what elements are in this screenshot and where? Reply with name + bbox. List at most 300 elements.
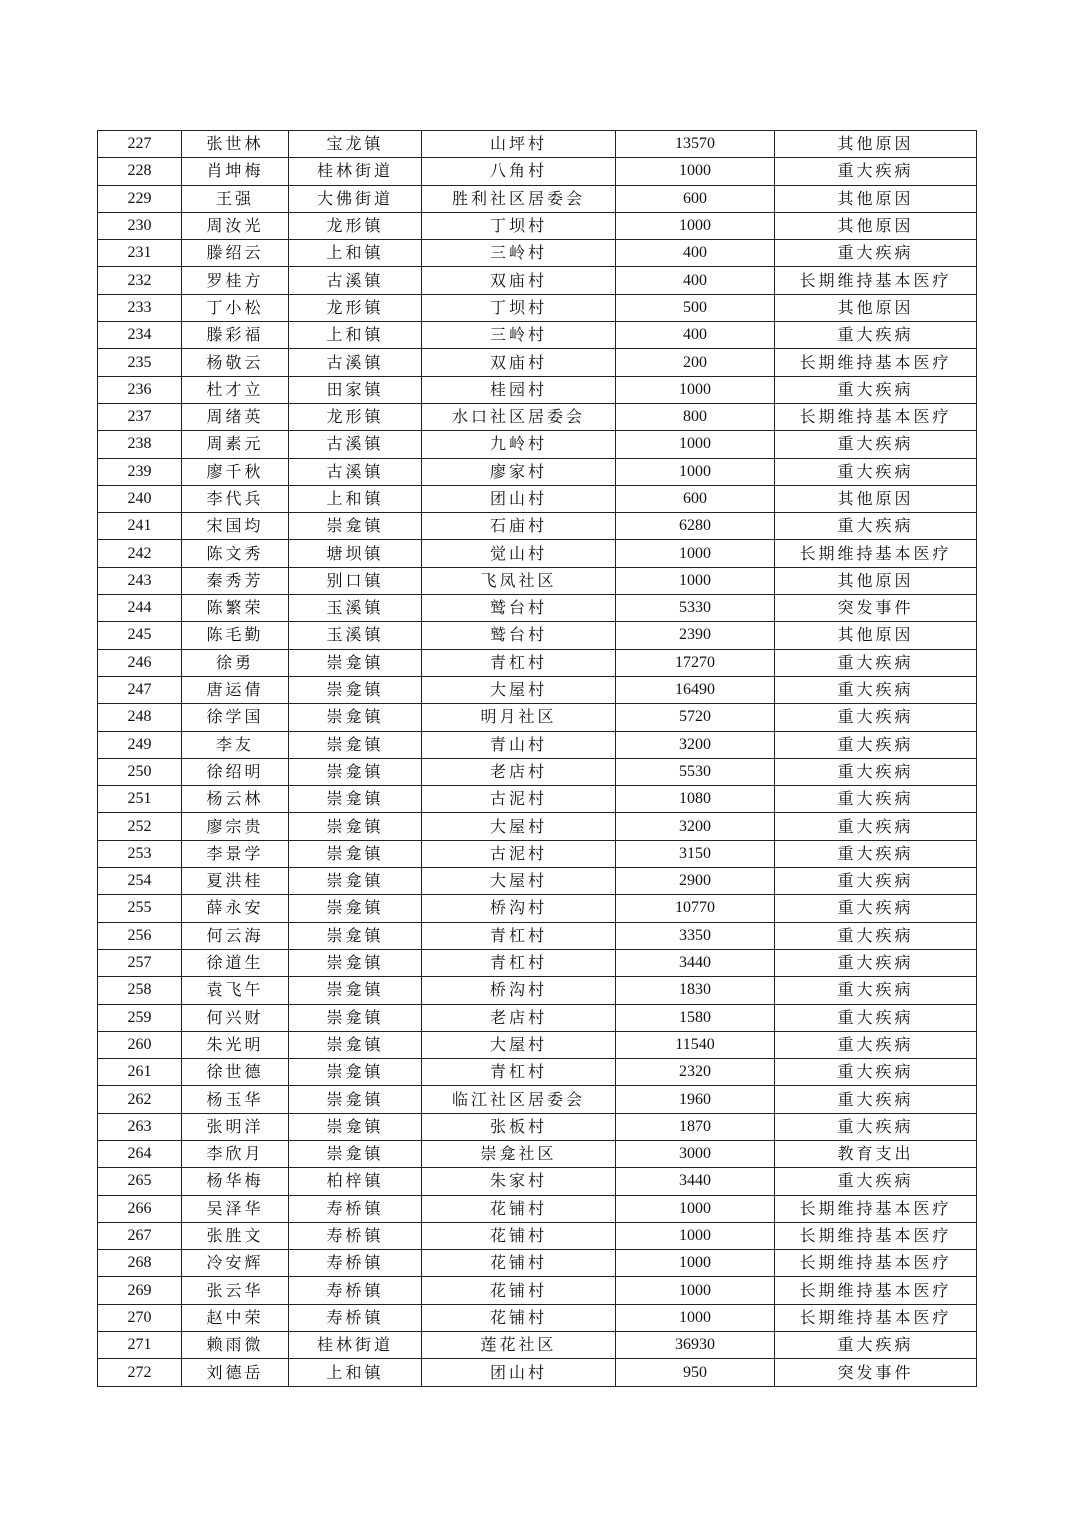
aid-amount: 1000 bbox=[616, 158, 775, 185]
row-number: 246 bbox=[98, 649, 182, 676]
aid-reason: 其他原因 bbox=[775, 622, 977, 649]
assistance-roster-table bbox=[97, 130, 977, 1387]
aid-reason: 其他原因 bbox=[775, 485, 977, 512]
aid-reason: 长期维持基本医疗 bbox=[775, 1250, 977, 1277]
table-row bbox=[98, 1332, 977, 1359]
person-name: 杨云林 bbox=[182, 786, 289, 813]
village-name: 青杠村 bbox=[422, 922, 616, 949]
row-number: 269 bbox=[98, 1277, 182, 1304]
town-name: 崇龛镇 bbox=[289, 977, 422, 1004]
town-name: 上和镇 bbox=[289, 485, 422, 512]
person-name: 肖坤梅 bbox=[182, 158, 289, 185]
town-name: 塘坝镇 bbox=[289, 540, 422, 567]
aid-reason: 重大疾病 bbox=[775, 1059, 977, 1086]
table-row bbox=[98, 431, 977, 458]
aid-reason: 长期维持基本医疗 bbox=[775, 1304, 977, 1331]
row-number: 227 bbox=[98, 131, 182, 158]
row-number: 250 bbox=[98, 758, 182, 785]
row-number: 256 bbox=[98, 922, 182, 949]
aid-reason: 其他原因 bbox=[775, 567, 977, 594]
village-name: 朱家村 bbox=[422, 1168, 616, 1195]
person-name: 徐世德 bbox=[182, 1059, 289, 1086]
town-name: 崇龛镇 bbox=[289, 949, 422, 976]
row-number: 272 bbox=[98, 1359, 182, 1386]
town-name: 崇龛镇 bbox=[289, 1031, 422, 1058]
village-name: 八角村 bbox=[422, 158, 616, 185]
town-name: 寿桥镇 bbox=[289, 1222, 422, 1249]
town-name: 大佛街道 bbox=[289, 185, 422, 212]
aid-amount: 1830 bbox=[616, 977, 775, 1004]
village-name: 大屋村 bbox=[422, 1031, 616, 1058]
row-number: 257 bbox=[98, 949, 182, 976]
village-name: 鹫台村 bbox=[422, 595, 616, 622]
village-name: 青杠村 bbox=[422, 649, 616, 676]
table-row bbox=[98, 403, 977, 430]
table-row bbox=[98, 595, 977, 622]
aid-reason: 重大疾病 bbox=[775, 840, 977, 867]
aid-reason: 其他原因 bbox=[775, 294, 977, 321]
aid-reason: 突发事件 bbox=[775, 595, 977, 622]
aid-amount: 1000 bbox=[616, 212, 775, 239]
town-name: 上和镇 bbox=[289, 240, 422, 267]
row-number: 261 bbox=[98, 1059, 182, 1086]
aid-reason: 重大疾病 bbox=[775, 895, 977, 922]
aid-reason: 教育支出 bbox=[775, 1140, 977, 1167]
row-number: 268 bbox=[98, 1250, 182, 1277]
person-name: 何兴财 bbox=[182, 1004, 289, 1031]
aid-reason: 重大疾病 bbox=[775, 704, 977, 731]
table-row bbox=[98, 786, 977, 813]
table-row bbox=[98, 949, 977, 976]
row-number: 249 bbox=[98, 731, 182, 758]
town-name: 龙形镇 bbox=[289, 403, 422, 430]
person-name: 杨敬云 bbox=[182, 349, 289, 376]
village-name: 石庙村 bbox=[422, 513, 616, 540]
table-row bbox=[98, 1195, 977, 1222]
table-row bbox=[98, 1304, 977, 1331]
aid-amount: 1960 bbox=[616, 1086, 775, 1113]
aid-amount: 1000 bbox=[616, 567, 775, 594]
table-row bbox=[98, 676, 977, 703]
row-number: 266 bbox=[98, 1195, 182, 1222]
village-name: 三岭村 bbox=[422, 322, 616, 349]
person-name: 杨玉华 bbox=[182, 1086, 289, 1113]
town-name: 崇龛镇 bbox=[289, 922, 422, 949]
table-row bbox=[98, 1004, 977, 1031]
village-name: 花铺村 bbox=[422, 1250, 616, 1277]
village-name: 莲花社区 bbox=[422, 1332, 616, 1359]
table-row bbox=[98, 131, 977, 158]
town-name: 崇龛镇 bbox=[289, 868, 422, 895]
roster-body bbox=[98, 131, 977, 1387]
row-number: 231 bbox=[98, 240, 182, 267]
town-name: 崇龛镇 bbox=[289, 813, 422, 840]
aid-reason: 重大疾病 bbox=[775, 1031, 977, 1058]
aid-reason: 长期维持基本医疗 bbox=[775, 540, 977, 567]
town-name: 崇龛镇 bbox=[289, 786, 422, 813]
village-name: 明月社区 bbox=[422, 704, 616, 731]
aid-reason: 重大疾病 bbox=[775, 676, 977, 703]
aid-reason: 重大疾病 bbox=[775, 1332, 977, 1359]
village-name: 崇龛社区 bbox=[422, 1140, 616, 1167]
table-row bbox=[98, 540, 977, 567]
village-name: 古泥村 bbox=[422, 840, 616, 867]
aid-reason: 长期维持基本医疗 bbox=[775, 267, 977, 294]
aid-amount: 11540 bbox=[616, 1031, 775, 1058]
person-name: 张云华 bbox=[182, 1277, 289, 1304]
town-name: 上和镇 bbox=[289, 322, 422, 349]
table-row bbox=[98, 1113, 977, 1140]
village-name: 团山村 bbox=[422, 485, 616, 512]
aid-reason: 重大疾病 bbox=[775, 240, 977, 267]
aid-reason: 重大疾病 bbox=[775, 1113, 977, 1140]
person-name: 张世林 bbox=[182, 131, 289, 158]
aid-amount: 1000 bbox=[616, 1304, 775, 1331]
table-row bbox=[98, 1168, 977, 1195]
town-name: 崇龛镇 bbox=[289, 1059, 422, 1086]
aid-amount: 200 bbox=[616, 349, 775, 376]
row-number: 254 bbox=[98, 868, 182, 895]
table-row bbox=[98, 376, 977, 403]
table-row bbox=[98, 185, 977, 212]
table-row bbox=[98, 1250, 977, 1277]
row-number: 262 bbox=[98, 1086, 182, 1113]
town-name: 宝龙镇 bbox=[289, 131, 422, 158]
row-number: 251 bbox=[98, 786, 182, 813]
town-name: 崇龛镇 bbox=[289, 649, 422, 676]
aid-amount: 400 bbox=[616, 267, 775, 294]
aid-amount: 600 bbox=[616, 485, 775, 512]
town-name: 龙形镇 bbox=[289, 294, 422, 321]
table-row bbox=[98, 158, 977, 185]
person-name: 李欣月 bbox=[182, 1140, 289, 1167]
person-name: 罗桂方 bbox=[182, 267, 289, 294]
aid-amount: 1080 bbox=[616, 786, 775, 813]
town-name: 古溪镇 bbox=[289, 267, 422, 294]
village-name: 桥沟村 bbox=[422, 895, 616, 922]
aid-reason: 其他原因 bbox=[775, 185, 977, 212]
aid-reason: 重大疾病 bbox=[775, 1004, 977, 1031]
aid-reason: 突发事件 bbox=[775, 1359, 977, 1386]
village-name: 山坪村 bbox=[422, 131, 616, 158]
aid-amount: 1000 bbox=[616, 1250, 775, 1277]
table-row bbox=[98, 868, 977, 895]
row-number: 247 bbox=[98, 676, 182, 703]
aid-reason: 重大疾病 bbox=[775, 1086, 977, 1113]
aid-reason: 其他原因 bbox=[775, 212, 977, 239]
aid-amount: 2390 bbox=[616, 622, 775, 649]
row-number: 245 bbox=[98, 622, 182, 649]
person-name: 李代兵 bbox=[182, 485, 289, 512]
aid-reason: 重大疾病 bbox=[775, 322, 977, 349]
aid-reason: 重大疾病 bbox=[775, 868, 977, 895]
aid-reason: 重大疾病 bbox=[775, 376, 977, 403]
town-name: 玉溪镇 bbox=[289, 595, 422, 622]
aid-amount: 13570 bbox=[616, 131, 775, 158]
table-row bbox=[98, 1277, 977, 1304]
village-name: 觉山村 bbox=[422, 540, 616, 567]
village-name: 古泥村 bbox=[422, 786, 616, 813]
aid-reason: 重大疾病 bbox=[775, 786, 977, 813]
aid-amount: 2320 bbox=[616, 1059, 775, 1086]
town-name: 上和镇 bbox=[289, 1359, 422, 1386]
row-number: 270 bbox=[98, 1304, 182, 1331]
aid-reason: 长期维持基本医疗 bbox=[775, 1277, 977, 1304]
town-name: 寿桥镇 bbox=[289, 1304, 422, 1331]
village-name: 青杠村 bbox=[422, 1059, 616, 1086]
person-name: 徐勇 bbox=[182, 649, 289, 676]
aid-reason: 重大疾病 bbox=[775, 813, 977, 840]
table-row bbox=[98, 1086, 977, 1113]
person-name: 廖千秋 bbox=[182, 458, 289, 485]
aid-reason: 重大疾病 bbox=[775, 1168, 977, 1195]
row-number: 230 bbox=[98, 212, 182, 239]
table-row bbox=[98, 895, 977, 922]
person-name: 赖雨微 bbox=[182, 1332, 289, 1359]
village-name: 大屋村 bbox=[422, 868, 616, 895]
person-name: 廖宗贵 bbox=[182, 813, 289, 840]
row-number: 264 bbox=[98, 1140, 182, 1167]
village-name: 飞凤社区 bbox=[422, 567, 616, 594]
aid-reason: 长期维持基本医疗 bbox=[775, 1222, 977, 1249]
aid-reason: 重大疾病 bbox=[775, 649, 977, 676]
town-name: 崇龛镇 bbox=[289, 895, 422, 922]
aid-amount: 3150 bbox=[616, 840, 775, 867]
aid-reason: 长期维持基本医疗 bbox=[775, 403, 977, 430]
aid-reason: 重大疾病 bbox=[775, 949, 977, 976]
aid-reason: 重大疾病 bbox=[775, 513, 977, 540]
person-name: 张明洋 bbox=[182, 1113, 289, 1140]
town-name: 别口镇 bbox=[289, 567, 422, 594]
aid-reason: 重大疾病 bbox=[775, 922, 977, 949]
table-row bbox=[98, 485, 977, 512]
row-number: 235 bbox=[98, 349, 182, 376]
town-name: 柏梓镇 bbox=[289, 1168, 422, 1195]
row-number: 232 bbox=[98, 267, 182, 294]
aid-amount: 6280 bbox=[616, 513, 775, 540]
aid-amount: 3440 bbox=[616, 1168, 775, 1195]
row-number: 236 bbox=[98, 376, 182, 403]
village-name: 花铺村 bbox=[422, 1195, 616, 1222]
village-name: 花铺村 bbox=[422, 1222, 616, 1249]
table-row bbox=[98, 649, 977, 676]
aid-amount: 3000 bbox=[616, 1140, 775, 1167]
aid-amount: 16490 bbox=[616, 676, 775, 703]
aid-amount: 1000 bbox=[616, 1195, 775, 1222]
person-name: 宋国均 bbox=[182, 513, 289, 540]
table-row bbox=[98, 1140, 977, 1167]
town-name: 古溪镇 bbox=[289, 349, 422, 376]
aid-amount: 1870 bbox=[616, 1113, 775, 1140]
town-name: 龙形镇 bbox=[289, 212, 422, 239]
town-name: 寿桥镇 bbox=[289, 1250, 422, 1277]
person-name: 张胜文 bbox=[182, 1222, 289, 1249]
person-name: 滕彩福 bbox=[182, 322, 289, 349]
town-name: 崇龛镇 bbox=[289, 704, 422, 731]
table-row bbox=[98, 322, 977, 349]
aid-reason: 长期维持基本医疗 bbox=[775, 349, 977, 376]
person-name: 周素元 bbox=[182, 431, 289, 458]
town-name: 崇龛镇 bbox=[289, 731, 422, 758]
person-name: 徐道生 bbox=[182, 949, 289, 976]
row-number: 258 bbox=[98, 977, 182, 1004]
person-name: 袁飞午 bbox=[182, 977, 289, 1004]
village-name: 老店村 bbox=[422, 1004, 616, 1031]
table-row bbox=[98, 1222, 977, 1249]
town-name: 桂林街道 bbox=[289, 1332, 422, 1359]
village-name: 大屋村 bbox=[422, 676, 616, 703]
aid-amount: 1000 bbox=[616, 1277, 775, 1304]
village-name: 鹫台村 bbox=[422, 622, 616, 649]
table-row bbox=[98, 977, 977, 1004]
town-name: 崇龛镇 bbox=[289, 758, 422, 785]
village-name: 双庙村 bbox=[422, 267, 616, 294]
aid-amount: 1000 bbox=[616, 1222, 775, 1249]
aid-amount: 500 bbox=[616, 294, 775, 321]
town-name: 崇龛镇 bbox=[289, 840, 422, 867]
town-name: 寿桥镇 bbox=[289, 1195, 422, 1222]
aid-amount: 1000 bbox=[616, 431, 775, 458]
row-number: 229 bbox=[98, 185, 182, 212]
village-name: 老店村 bbox=[422, 758, 616, 785]
row-number: 240 bbox=[98, 485, 182, 512]
village-name: 张板村 bbox=[422, 1113, 616, 1140]
aid-amount: 2900 bbox=[616, 868, 775, 895]
row-number: 263 bbox=[98, 1113, 182, 1140]
table-row bbox=[98, 349, 977, 376]
person-name: 滕绍云 bbox=[182, 240, 289, 267]
row-number: 265 bbox=[98, 1168, 182, 1195]
table-row bbox=[98, 240, 977, 267]
village-name: 桥沟村 bbox=[422, 977, 616, 1004]
table-row bbox=[98, 758, 977, 785]
town-name: 崇龛镇 bbox=[289, 676, 422, 703]
town-name: 寿桥镇 bbox=[289, 1277, 422, 1304]
aid-amount: 3350 bbox=[616, 922, 775, 949]
village-name: 胜利社区居委会 bbox=[422, 185, 616, 212]
village-name: 大屋村 bbox=[422, 813, 616, 840]
table-row bbox=[98, 513, 977, 540]
row-number: 243 bbox=[98, 567, 182, 594]
village-name: 廖家村 bbox=[422, 458, 616, 485]
row-number: 267 bbox=[98, 1222, 182, 1249]
row-number: 260 bbox=[98, 1031, 182, 1058]
person-name: 徐学国 bbox=[182, 704, 289, 731]
aid-amount: 5530 bbox=[616, 758, 775, 785]
table-row bbox=[98, 267, 977, 294]
table-row bbox=[98, 212, 977, 239]
aid-reason: 长期维持基本医疗 bbox=[775, 1195, 977, 1222]
town-name: 崇龛镇 bbox=[289, 1113, 422, 1140]
village-name: 三岭村 bbox=[422, 240, 616, 267]
village-name: 临江社区居委会 bbox=[422, 1086, 616, 1113]
table-row bbox=[98, 1059, 977, 1086]
aid-amount: 1000 bbox=[616, 376, 775, 403]
row-number: 228 bbox=[98, 158, 182, 185]
person-name: 李景学 bbox=[182, 840, 289, 867]
person-name: 陈毛勤 bbox=[182, 622, 289, 649]
person-name: 杨华梅 bbox=[182, 1168, 289, 1195]
person-name: 丁小松 bbox=[182, 294, 289, 321]
person-name: 陈文秀 bbox=[182, 540, 289, 567]
row-number: 239 bbox=[98, 458, 182, 485]
village-name: 丁坝村 bbox=[422, 294, 616, 321]
aid-amount: 1000 bbox=[616, 540, 775, 567]
aid-amount: 400 bbox=[616, 322, 775, 349]
table-row bbox=[98, 1359, 977, 1386]
town-name: 崇龛镇 bbox=[289, 1004, 422, 1031]
row-number: 234 bbox=[98, 322, 182, 349]
person-name: 陈繁荣 bbox=[182, 595, 289, 622]
village-name: 团山村 bbox=[422, 1359, 616, 1386]
aid-amount: 800 bbox=[616, 403, 775, 430]
village-name: 花铺村 bbox=[422, 1277, 616, 1304]
table-row bbox=[98, 840, 977, 867]
table-row bbox=[98, 458, 977, 485]
town-name: 田家镇 bbox=[289, 376, 422, 403]
aid-amount: 17270 bbox=[616, 649, 775, 676]
table-row bbox=[98, 294, 977, 321]
table-row bbox=[98, 622, 977, 649]
town-name: 崇龛镇 bbox=[289, 1086, 422, 1113]
person-name: 吴泽华 bbox=[182, 1195, 289, 1222]
aid-amount: 3200 bbox=[616, 813, 775, 840]
aid-reason: 重大疾病 bbox=[775, 731, 977, 758]
table-row bbox=[98, 567, 977, 594]
table-row bbox=[98, 922, 977, 949]
aid-reason: 其他原因 bbox=[775, 131, 977, 158]
person-name: 赵中荣 bbox=[182, 1304, 289, 1331]
person-name: 朱光明 bbox=[182, 1031, 289, 1058]
person-name: 李友 bbox=[182, 731, 289, 758]
village-name: 双庙村 bbox=[422, 349, 616, 376]
aid-amount: 1000 bbox=[616, 458, 775, 485]
aid-reason: 重大疾病 bbox=[775, 458, 977, 485]
aid-amount: 1580 bbox=[616, 1004, 775, 1031]
aid-amount: 400 bbox=[616, 240, 775, 267]
person-name: 唐运倩 bbox=[182, 676, 289, 703]
village-name: 丁坝村 bbox=[422, 212, 616, 239]
aid-amount: 3440 bbox=[616, 949, 775, 976]
town-name: 崇龛镇 bbox=[289, 1140, 422, 1167]
row-number: 238 bbox=[98, 431, 182, 458]
aid-amount: 5720 bbox=[616, 704, 775, 731]
row-number: 253 bbox=[98, 840, 182, 867]
person-name: 何云海 bbox=[182, 922, 289, 949]
person-name: 杜才立 bbox=[182, 376, 289, 403]
aid-reason: 重大疾病 bbox=[775, 977, 977, 1004]
table-row bbox=[98, 1031, 977, 1058]
person-name: 王强 bbox=[182, 185, 289, 212]
town-name: 古溪镇 bbox=[289, 458, 422, 485]
aid-amount: 950 bbox=[616, 1359, 775, 1386]
town-name: 古溪镇 bbox=[289, 431, 422, 458]
aid-amount: 36930 bbox=[616, 1332, 775, 1359]
person-name: 徐绍明 bbox=[182, 758, 289, 785]
village-name: 水口社区居委会 bbox=[422, 403, 616, 430]
person-name: 冷安辉 bbox=[182, 1250, 289, 1277]
town-name: 桂林街道 bbox=[289, 158, 422, 185]
row-number: 271 bbox=[98, 1332, 182, 1359]
aid-amount: 3200 bbox=[616, 731, 775, 758]
village-name: 九岭村 bbox=[422, 431, 616, 458]
row-number: 233 bbox=[98, 294, 182, 321]
aid-reason: 重大疾病 bbox=[775, 158, 977, 185]
person-name: 刘德岳 bbox=[182, 1359, 289, 1386]
row-number: 255 bbox=[98, 895, 182, 922]
row-number: 241 bbox=[98, 513, 182, 540]
table-row bbox=[98, 813, 977, 840]
